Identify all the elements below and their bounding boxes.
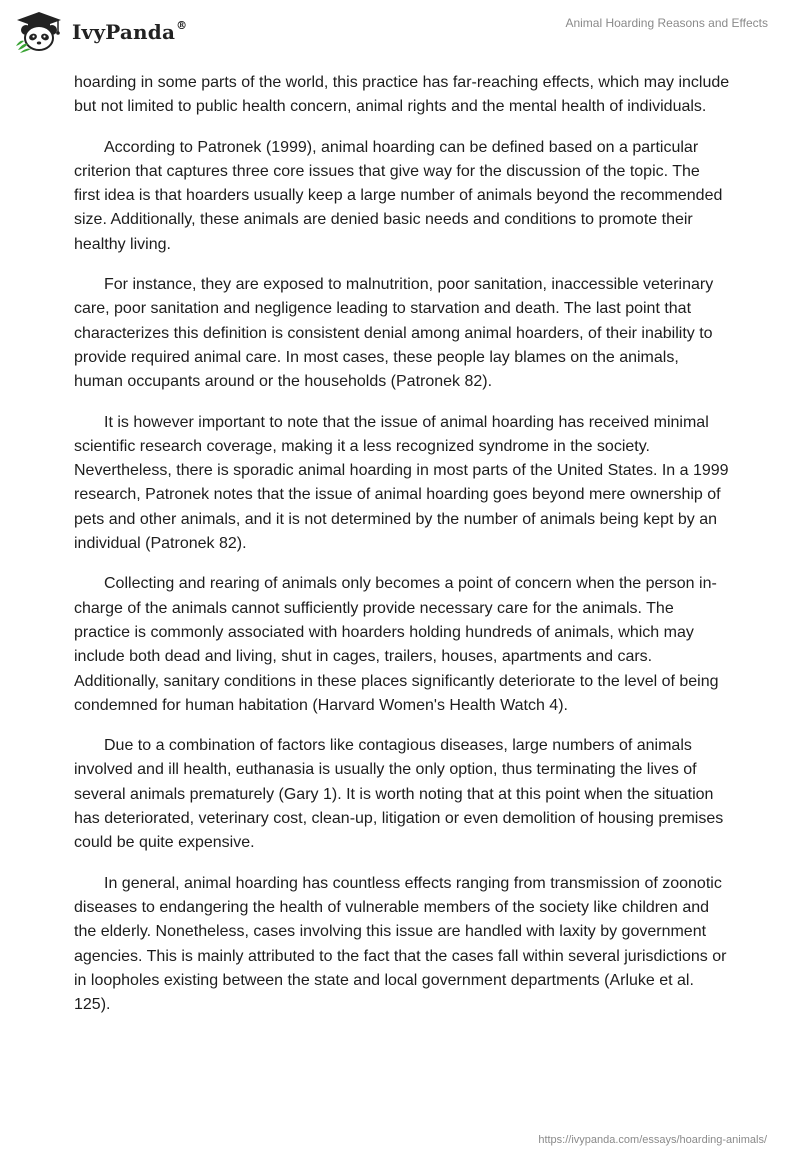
page-header (0, 0, 800, 60)
panda-graduate-icon (14, 10, 64, 54)
paragraph: Collecting and rearing of animals only becomes a point of concern when the person in-charge of the animals cannot sufficiently provide necessary care for the animals. The practice is commonly associated with hoarders holding hundreds of animals, which may include both dead and living, shut in cages, trailers, houses, apartments and cars. Additionally, sanitary conditions in these places significantly deteriorate to the level of being condemned for human habitation (Harvard Women's Health Watch 4). (74, 575, 719, 714)
ivypanda-logo[interactable] (14, 10, 187, 54)
essay-body (74, 71, 730, 1033)
brand-name (72, 20, 187, 44)
document-title: Animal Hoarding Reasons and Effects (565, 16, 768, 30)
brand-text: IvyPanda (72, 20, 176, 44)
paragraph: In general, animal hoarding has countless effects ranging from transmission of zoonotic diseases to endangering the health of vulnerable members of the society like children and the elderly. Nonetheless, cases involving this issue are handled with laxity by government agencies. This is mainly attributed to the fact that the cases fall within several jurisdictions or in loopholes existing between the state and local government departments (Arluke et al. 125). (74, 874, 727, 1014)
paragraph: According to Patronek (1999), animal hoarding can be defined based on a particular criterion that captures three core issues that give way for the discussion of the topic. The first idea is that hoarders usually keep a large number of animals beyond the recommended size. Additionally, these animals are denied basic needs and conditions to promote their healthy living. (74, 138, 723, 253)
paragraph: For instance, they are exposed to malnutrition, poor sanitation, inaccessible veterinary care, poor sanitation and negligence leading to starvation and death. The last point that characterizes this definition is consistent denial among animal hoarders, of their inability to provide required animal care. In most cases, these people lay blames on the animals, human occupants around or the households (Patronek 82). (74, 276, 714, 391)
registered-mark: ® (176, 19, 188, 32)
paragraph: Due to a combination of factors like contagious diseases, large numbers of animals involved and ill health, euthanasia is usually the only option, thus terminating the lives of several animals prematurely (Gary 1). It is worth noting that at this point when the situation has deteriorated, veterinary cost, clean-up, litigation or even demolition of housing premises could be quite expensive. (74, 737, 724, 852)
paragraph: hoarding in some parts of the world, this practice has far-reaching effects, which may include but not limited to public health concern, animal rights and the mental health of individuals. (74, 74, 730, 116)
source-url[interactable]: https://ivypanda.com/essays/hoarding-animals/ (538, 1134, 767, 1146)
paragraph: It is however important to note that the issue of animal hoarding has received minimal scientific research coverage, making it a less recognized syndrome in the society. Nevertheless, there is sporadic animal hoarding in most parts of the United States. In a 1999 research, Patronek notes that the issue of animal hoarding goes beyond mere ownership of pets and other animals, and it is not determined by the number of animals being kept by an individual (Patronek 82). (74, 413, 729, 553)
